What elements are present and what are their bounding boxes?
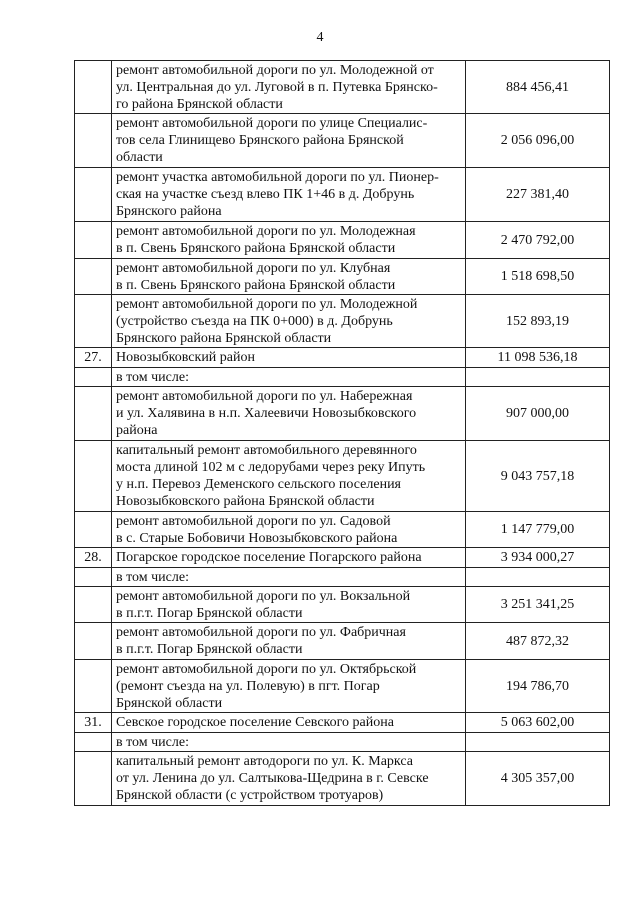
row-number-cell xyxy=(75,623,112,660)
description-cell xyxy=(112,295,466,348)
amount-cell: 907 000,00 xyxy=(466,387,610,441)
amount-cell: 152 893,19 xyxy=(466,295,610,348)
row-number-cell xyxy=(75,222,112,259)
amount-cell: 3 251 341,25 xyxy=(466,587,610,623)
description-cell xyxy=(112,114,466,168)
table-row xyxy=(75,548,610,568)
description-cell xyxy=(112,61,466,114)
description-text: Погарское городское поселение Погарского района xyxy=(116,550,422,565)
table-row xyxy=(75,623,610,660)
amount-cell: 487 872,32 xyxy=(466,623,610,660)
budget-table xyxy=(74,60,610,806)
table-row xyxy=(75,348,610,368)
description-cell xyxy=(112,587,466,623)
description-text: Новозыбковский район xyxy=(116,350,256,365)
row-number-cell xyxy=(75,568,112,587)
row-number-cell: 28. xyxy=(75,548,112,568)
description-text: ремонт автомобильной дороги по ул. Молодежной (устройство съезда на ПК 0+000) в д. Добрунь Брянского района Брянской области xyxy=(116,296,418,346)
page-number: 4 xyxy=(316,30,324,45)
row-number-cell xyxy=(75,733,112,752)
description-text: ремонт автомобильной дороги по ул. Набережная и ул. Халявина в н.п. Халеевичи Новозыбковского района xyxy=(116,389,417,438)
table-row xyxy=(75,61,610,114)
description-cell xyxy=(112,441,466,512)
table-row xyxy=(75,512,610,548)
table-row xyxy=(75,295,610,348)
table-row xyxy=(75,114,610,168)
description-cell xyxy=(112,259,466,295)
row-number-cell: 31. xyxy=(75,713,112,733)
description-text: в том числе: xyxy=(116,369,189,385)
amount-cell: 2 056 096,00 xyxy=(466,114,610,168)
description-cell xyxy=(112,368,466,387)
description-text: в том числе: xyxy=(116,734,189,750)
row-number-cell xyxy=(75,61,112,114)
table-row xyxy=(75,587,610,623)
description-cell xyxy=(112,623,466,660)
table-row xyxy=(75,168,610,222)
row-number-cell xyxy=(75,512,112,548)
description-text: ремонт автомобильной дороги по ул. Фабричная в п.г.т. Погар Брянской области xyxy=(116,625,406,657)
description-text: ремонт участка автомобильной дороги по ул. Пионер- ская на участке съезд влево ПК 1+46 в д. Добрунь Брянского района xyxy=(116,170,439,219)
description-text: капитальный ремонт автомобильного деревянного моста длиной 102 м с ледорубами через реку Ипуть у н.п. Перевоз Деменского сельского поселения Новозыбковского района Брянской области xyxy=(116,443,426,509)
description-cell xyxy=(112,660,466,713)
row-number-cell xyxy=(75,168,112,222)
amount-cell: 11 098 536,18 xyxy=(466,348,610,368)
table-row xyxy=(75,368,610,387)
amount-cell: 4 305 357,00 xyxy=(466,752,610,806)
amount-cell: 227 381,40 xyxy=(466,168,610,222)
description-text: в том числе: xyxy=(116,569,189,585)
amount-cell: 194 786,70 xyxy=(466,660,610,713)
description-cell xyxy=(112,168,466,222)
amount-cell xyxy=(466,733,610,752)
amount-cell: 9 043 757,18 xyxy=(466,441,610,512)
table-row xyxy=(75,441,610,512)
description-cell xyxy=(112,512,466,548)
amount-cell: 2 470 792,00 xyxy=(466,222,610,259)
description-text: ремонт автомобильной дороги по ул. Клубная в п. Свень Брянского района Брянской области xyxy=(116,260,396,293)
row-number-cell xyxy=(75,441,112,512)
table-row xyxy=(75,222,610,259)
description-text: Севское городское поселение Севского района xyxy=(116,715,394,730)
amount-cell: 1 147 779,00 xyxy=(466,512,610,548)
table-row xyxy=(75,259,610,295)
row-number-cell xyxy=(75,295,112,348)
description-cell xyxy=(112,568,466,587)
amount-cell xyxy=(466,368,610,387)
amount-cell: 3 934 000,27 xyxy=(466,548,610,568)
table-body xyxy=(75,61,610,806)
row-number-cell xyxy=(75,660,112,713)
table-row xyxy=(75,660,610,713)
row-number-cell xyxy=(75,387,112,441)
amount-cell: 5 063 602,00 xyxy=(466,713,610,733)
row-number-cell xyxy=(75,587,112,623)
description-cell xyxy=(112,387,466,441)
table-row xyxy=(75,733,610,752)
amount-cell: 1 518 698,50 xyxy=(466,259,610,295)
description-text: ремонт автомобильной дороги по ул. Октябрьской (ремонт съезда на ул. Полевую) в пгт. Погар Брянской области xyxy=(116,661,417,711)
amount-cell: 884 456,41 xyxy=(466,61,610,114)
row-number-cell: 27. xyxy=(75,348,112,368)
description-text: ремонт автомобильной дороги по улице Специалис- тов села Глинищево Брянского района Брянской области xyxy=(116,116,428,165)
table-row xyxy=(75,568,610,587)
description-text: ремонт автомобильной дороги по ул. Молодежной от ул. Центральная до ул. Луговой в п. Путевка Брянско- го района Брянской области xyxy=(116,62,438,112)
description-text: ремонт автомобильной дороги по ул. Садовой в с. Старые Бобовичи Новозыбковского района xyxy=(116,513,398,546)
description-text: ремонт автомобильной дороги по ул. Молодежная в п. Свень Брянского района Брянской области xyxy=(116,224,416,256)
description-cell xyxy=(112,222,466,259)
description-cell xyxy=(112,752,466,806)
table-row xyxy=(75,387,610,441)
description-cell xyxy=(112,348,466,368)
description-text: капитальный ремонт автодороги по ул. К. Маркса от ул. Ленина до ул. Салтыкова-Щедрина в г. Севске Брянской области (с устройством тротуаров) xyxy=(116,754,429,803)
description-text: ремонт автомобильной дороги по ул. Вокзальной в п.г.т. Погар Брянской области xyxy=(116,588,411,621)
table-row xyxy=(75,713,610,733)
description-cell xyxy=(112,713,466,733)
table-row xyxy=(75,752,610,806)
row-number-cell xyxy=(75,752,112,806)
row-number-cell xyxy=(75,114,112,168)
amount-cell xyxy=(466,568,610,587)
row-number-cell xyxy=(75,368,112,387)
row-number-cell xyxy=(75,259,112,295)
description-cell xyxy=(112,733,466,752)
description-cell xyxy=(112,548,466,568)
